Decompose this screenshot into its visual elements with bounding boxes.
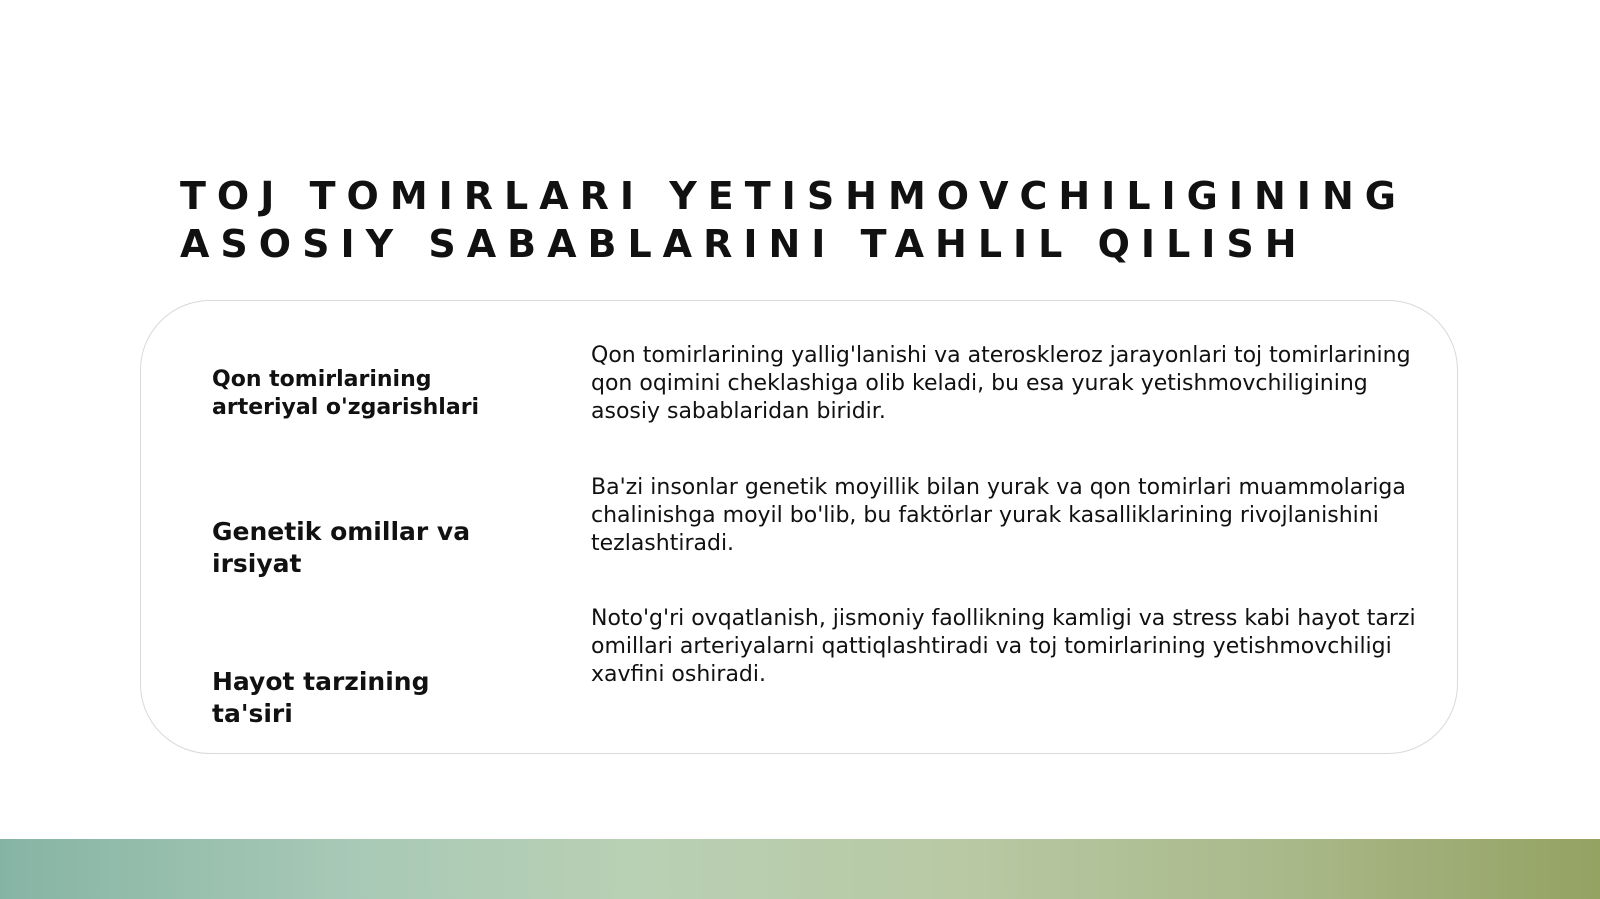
decorative-gradient-band [0, 839, 1600, 899]
row-label-lifestyle-impact: Hayot tarzining ta'siri [212, 667, 430, 728]
row-description-arterial-changes: Qon tomirlarining yallig'lanishi va ateroskleroz jarayonlari toj tomirlarining qon oqimini cheklashiga olib keladi, bu esa yurak yetishmovchiligining asosiy sabablaridan biridir. [591, 343, 1411, 424]
row-description-genetic-factors: Ba'zi insonlar genetik moyillik bilan yurak va qon tomirlari muammolariga chalinishga moyil bo'lib, bu faktörlar yurak kasalliklarining rivojlanishini tezlashtiradi. [591, 475, 1406, 556]
slide-title: TOJ TOMIRLARI YETISHMOVCHILIGINING ASOSIY SABABLARINI TAHLIL QILISH [180, 174, 1407, 266]
row-label-genetic-factors: Genetik omillar va irsiyat [212, 517, 471, 578]
row-label-arterial-changes: Qon tomirlarining arteriyal o'zgarishlari [212, 367, 480, 420]
row-description-lifestyle-impact: Noto'g'ri ovqatlanish, jismoniy faollikning kamligi va stress kabi hayot tarzi omillari arteriyalarni qattiqlashtiradi va toj tomirlarining yetishmovchiligi xavfini oshiradi. [591, 606, 1416, 687]
